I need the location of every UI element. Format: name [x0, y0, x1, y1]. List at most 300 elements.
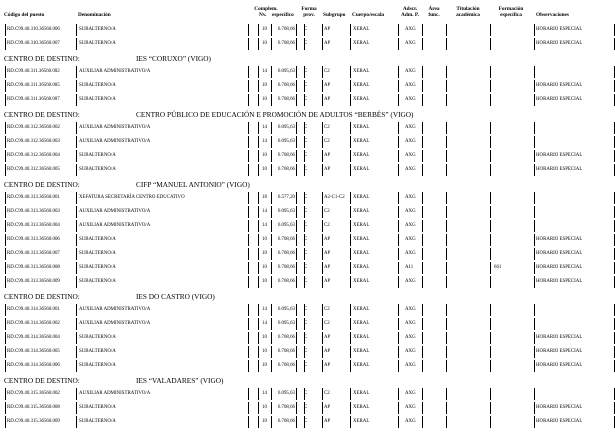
column-rule — [5, 346, 6, 358]
cell-nv: 10 — [262, 349, 267, 354]
column-rule — [5, 416, 6, 428]
cell-nv: 14 — [262, 139, 267, 144]
table-row — [0, 401, 615, 415]
centro-destino-name: IES DO CASTRO (VIGO) — [136, 292, 215, 301]
column-rule — [322, 38, 323, 50]
column-rule — [350, 402, 351, 414]
column-rule — [296, 318, 297, 330]
table-row — [0, 79, 615, 93]
cell-cuerpo: XERAL — [353, 27, 370, 32]
centro-destino-heading — [4, 110, 414, 119]
cell-cuerpo: XERAL — [353, 125, 370, 130]
column-rule — [490, 276, 491, 288]
cell-subgrupo: AP — [324, 251, 331, 256]
cell-complemento: 6.708,66 — [277, 41, 295, 46]
cell-subgrupo: C2 — [324, 223, 330, 228]
header-codigo: Código del puesto — [4, 12, 45, 18]
header-especifica: específica — [500, 12, 522, 18]
cell-denominacion: AUXILIAR ADMINISTRATIVO/A — [79, 209, 151, 214]
column-rule — [398, 66, 399, 78]
column-rule — [322, 80, 323, 92]
column-rule — [296, 94, 297, 106]
header-observaciones: Observaciones — [536, 12, 569, 18]
table-row — [0, 275, 615, 289]
cell-adscripcion: AXG — [405, 209, 416, 214]
cell-observaciones: HORARIO ESPECIAL — [536, 419, 583, 424]
cell-codigo: RD.C99.40.313.36560.009 — [7, 279, 60, 284]
cell-nv: 10 — [262, 27, 267, 32]
column-rule — [296, 150, 297, 162]
column-rule — [398, 262, 399, 274]
cell-cuerpo: XERAL — [353, 167, 370, 172]
cell-complemento: 6.708,66 — [277, 237, 295, 242]
cell-codigo: RD.C99.40.311.36560.002 — [7, 69, 60, 74]
column-rule — [5, 332, 6, 344]
column-rule — [322, 360, 323, 372]
column-rule — [248, 388, 249, 400]
cell-adscripcion: AXG — [405, 41, 416, 46]
cell-complemento: 6.708,66 — [277, 27, 295, 32]
cell-complemento: 6.708,66 — [277, 153, 295, 158]
cell-cuerpo: XERAL — [353, 419, 370, 424]
column-rule — [446, 150, 447, 162]
column-rule — [76, 388, 77, 400]
cell-forma-prov: C — [304, 27, 308, 32]
column-rule — [398, 346, 399, 358]
table-row — [0, 121, 615, 135]
cell-nv: 10 — [262, 335, 267, 340]
column-rule — [322, 262, 323, 274]
column-rule — [248, 66, 249, 78]
column-rule — [398, 122, 399, 134]
column-rule — [422, 80, 423, 92]
column-rule — [534, 304, 535, 316]
cell-forma-prov: C — [304, 97, 308, 102]
cell-adscripcion: AXG — [405, 363, 416, 368]
column-rule — [5, 402, 6, 414]
column-rule — [322, 164, 323, 176]
cell-adscripcion: AXG — [405, 69, 416, 74]
column-rule — [422, 66, 423, 78]
column-rule — [422, 346, 423, 358]
column-rule — [446, 262, 447, 274]
column-rule — [490, 248, 491, 260]
cell-nv: 10 — [262, 265, 267, 270]
column-rule — [422, 318, 423, 330]
column-rule — [422, 360, 423, 372]
column-rule — [446, 248, 447, 260]
column-rule — [296, 220, 297, 232]
centro-destino-heading — [4, 376, 223, 385]
column-rule — [322, 416, 323, 428]
header-formacion: Formación — [498, 6, 524, 12]
column-rule — [446, 122, 447, 134]
cell-subgrupo: AP — [324, 83, 331, 88]
cell-forma-prov: C — [304, 251, 308, 256]
column-rule — [76, 276, 77, 288]
column-rule — [534, 80, 535, 92]
cell-nv: 14 — [262, 209, 267, 214]
table-row — [0, 135, 615, 149]
cell-subgrupo: AP — [324, 279, 331, 284]
column-rule — [534, 192, 535, 204]
cell-complemento: 6.577,20 — [277, 195, 295, 200]
column-rule — [5, 360, 6, 372]
column-rule — [422, 164, 423, 176]
column-rule — [398, 24, 399, 36]
column-rule — [446, 94, 447, 106]
column-rule — [422, 332, 423, 344]
column-rule — [446, 360, 447, 372]
column-rule — [350, 150, 351, 162]
column-rule — [534, 220, 535, 232]
column-rule — [490, 66, 491, 78]
column-rule — [248, 234, 249, 246]
cell-subgrupo: AP — [324, 27, 331, 32]
column-rule — [446, 332, 447, 344]
column-rule — [446, 136, 447, 148]
column-rule — [322, 66, 323, 78]
column-rule — [534, 248, 535, 260]
cell-denominacion: SUBALTERNO/A — [79, 363, 116, 368]
column-rule — [296, 388, 297, 400]
column-rule — [534, 388, 535, 400]
column-rule — [350, 94, 351, 106]
header-titulacion: Titulación — [456, 6, 480, 12]
cell-cuerpo: XERAL — [353, 279, 370, 284]
column-rule — [322, 346, 323, 358]
header-func: func. — [428, 12, 440, 18]
cell-denominacion: AUXILIAR ADMINISTRATIVO/A — [79, 321, 151, 326]
column-rule — [350, 220, 351, 232]
column-rule — [422, 402, 423, 414]
column-rule — [76, 360, 77, 372]
cell-codigo: RD.C99.40.311.36560.005 — [7, 83, 60, 88]
cell-formacion: 661 — [494, 265, 502, 270]
column-rule — [350, 388, 351, 400]
cell-nv: 10 — [262, 251, 267, 256]
column-rule — [76, 192, 77, 204]
column-rule — [322, 388, 323, 400]
cell-complemento: 6.708,66 — [277, 251, 295, 256]
cell-codigo: RD.C99.40.313.36560.008 — [7, 265, 60, 270]
cell-forma-prov: C — [304, 265, 308, 270]
cell-codigo: RD.C99.40.313.36560.007 — [7, 251, 60, 256]
cell-codigo: RD.C99.40.314.36560.005 — [7, 349, 60, 354]
column-rule — [248, 206, 249, 218]
table-row — [0, 387, 615, 401]
table-row — [0, 219, 615, 233]
column-rule — [534, 66, 535, 78]
column-rule — [534, 262, 535, 274]
header-cuerpo: Cuerpo/escala — [352, 12, 385, 18]
cell-nv: 14 — [262, 223, 267, 228]
cell-codigo: RD.C99.40.312.36560.003 — [7, 139, 60, 144]
column-rule — [76, 122, 77, 134]
column-rule — [76, 234, 77, 246]
column-rule — [446, 80, 447, 92]
column-rule — [5, 318, 6, 330]
column-rule — [76, 38, 77, 50]
cell-denominacion: SUBALTERNO/A — [79, 167, 116, 172]
column-rule — [422, 38, 423, 50]
cell-observaciones: HORARIO ESPECIAL — [536, 41, 583, 46]
column-rule — [490, 388, 491, 400]
cell-cuerpo: XERAL — [353, 307, 370, 312]
cell-forma-prov: C — [304, 139, 308, 144]
column-rule — [422, 248, 423, 260]
column-rule — [490, 206, 491, 218]
cell-subgrupo: AP — [324, 363, 331, 368]
cell-adscripcion: AXG — [405, 405, 416, 410]
table-row — [0, 303, 615, 317]
column-rule — [248, 304, 249, 316]
cell-codigo: RD.C99.40.313.36560.003 — [7, 209, 60, 214]
centro-destino-heading — [4, 292, 215, 301]
table-row — [0, 149, 615, 163]
column-rule — [5, 262, 6, 274]
cell-adscripcion: AXG — [405, 279, 416, 284]
column-rule — [534, 416, 535, 428]
cell-subgrupo: AP — [324, 349, 331, 354]
cell-complemento: 6.095,63 — [277, 69, 295, 74]
header-academica: académica — [456, 12, 480, 18]
cell-subgrupo: AP — [324, 405, 331, 410]
centro-destino-label: CENTRO DE DESTINO: — [4, 292, 80, 301]
column-rule — [322, 318, 323, 330]
column-rule — [76, 402, 77, 414]
cell-subgrupo: AP — [324, 97, 331, 102]
cell-adscripcion: AXG — [405, 237, 416, 242]
cell-cuerpo: XERAL — [353, 83, 370, 88]
column-rule — [5, 38, 6, 50]
header-subgrupo: Subgrupo — [323, 12, 346, 18]
column-rule — [534, 346, 535, 358]
column-rule — [5, 234, 6, 246]
centro-destino-label: CENTRO DE DESTINO: — [4, 54, 80, 63]
cell-complemento: 6.708,66 — [277, 83, 295, 88]
column-rule — [398, 276, 399, 288]
column-rule — [76, 416, 77, 428]
cell-denominacion: SUBALTERNO/A — [79, 419, 116, 424]
cell-codigo: RD.C99.40.310.36560.007 — [7, 41, 60, 46]
column-rule — [398, 360, 399, 372]
column-rule — [350, 38, 351, 50]
cell-subgrupo: AP — [324, 153, 331, 158]
column-rule — [76, 66, 77, 78]
column-rule — [76, 150, 77, 162]
table-row — [0, 23, 615, 37]
cell-codigo: RD.C99.40.313.36560.001 — [7, 195, 60, 200]
column-rule — [446, 346, 447, 358]
column-rule — [76, 318, 77, 330]
column-rule — [350, 206, 351, 218]
column-rule — [422, 24, 423, 36]
column-rule — [490, 318, 491, 330]
cell-complemento: 6.708,66 — [277, 97, 295, 102]
column-rule — [490, 80, 491, 92]
column-rule — [350, 262, 351, 274]
column-rule — [248, 80, 249, 92]
column-rule — [296, 276, 297, 288]
column-rule — [322, 276, 323, 288]
column-rule — [322, 248, 323, 260]
column-rule — [350, 234, 351, 246]
column-rule — [398, 220, 399, 232]
column-rule — [296, 402, 297, 414]
cell-subgrupo: AP — [324, 237, 331, 242]
column-rule — [296, 24, 297, 36]
column-rule — [76, 80, 77, 92]
column-rule — [490, 346, 491, 358]
column-rule — [446, 192, 447, 204]
cell-subgrupo: AP — [324, 419, 331, 424]
centro-destino-label: CENTRO DE DESTINO: — [4, 376, 80, 385]
cell-cuerpo: XERAL — [353, 363, 370, 368]
cell-codigo: RD.C99.40.315.36560.008 — [7, 405, 60, 410]
cell-denominacion: AUXILIAR ADMINISTRATIVO/A — [79, 223, 151, 228]
column-rule — [248, 164, 249, 176]
cell-codigo: RD.C99.40.315.36560.002 — [7, 391, 60, 396]
column-rule — [490, 24, 491, 36]
cell-nv: 10 — [262, 419, 267, 424]
cell-adscripcion: AXG — [405, 125, 416, 130]
column-rule — [446, 164, 447, 176]
column-rule — [322, 234, 323, 246]
column-rule — [322, 94, 323, 106]
column-rule — [296, 248, 297, 260]
cell-nv: 18 — [262, 195, 267, 200]
cell-nv: 10 — [262, 363, 267, 368]
centro-destino-label: CENTRO DE DESTINO: — [4, 110, 80, 119]
cell-nv: 10 — [262, 279, 267, 284]
cell-codigo: RD.C99.40.315.36560.009 — [7, 419, 60, 424]
column-rule — [248, 318, 249, 330]
cell-cuerpo: XERAL — [353, 251, 370, 256]
column-rule — [76, 136, 77, 148]
column-rule — [534, 150, 535, 162]
column-rule — [534, 318, 535, 330]
cell-complemento: 6.095,63 — [277, 223, 295, 228]
column-rule — [5, 80, 6, 92]
table-row — [0, 205, 615, 219]
cell-nv: 14 — [262, 125, 267, 130]
column-rule — [322, 402, 323, 414]
table-row — [0, 359, 615, 373]
column-rule — [490, 220, 491, 232]
column-rule — [248, 346, 249, 358]
centro-destino-label: CENTRO DE DESTINO: — [4, 180, 80, 189]
cell-forma-prov: C — [304, 125, 308, 130]
cell-cuerpo: XERAL — [353, 69, 370, 74]
cell-adscripcion: AXG — [405, 27, 416, 32]
column-rule — [534, 234, 535, 246]
column-rule — [490, 416, 491, 428]
cell-codigo: RD.C99.40.311.36560.007 — [7, 97, 60, 102]
column-rule — [534, 402, 535, 414]
column-rule — [5, 24, 6, 36]
column-rule — [422, 388, 423, 400]
cell-cuerpo: XERAL — [353, 405, 370, 410]
column-rule — [5, 192, 6, 204]
cell-forma-prov: C — [304, 335, 308, 340]
cell-cuerpo: XERAL — [353, 335, 370, 340]
column-rule — [296, 66, 297, 78]
column-rule — [422, 136, 423, 148]
cell-cuerpo: XERAL — [353, 209, 370, 214]
column-rule — [350, 192, 351, 204]
table-row — [0, 247, 615, 261]
column-rule — [398, 150, 399, 162]
column-rule — [534, 38, 535, 50]
column-rule — [296, 136, 297, 148]
column-rule — [398, 388, 399, 400]
column-rule — [350, 304, 351, 316]
cell-forma-prov: C — [304, 307, 308, 312]
cell-adscripcion: AXG — [405, 349, 416, 354]
table-row — [0, 37, 615, 51]
header-area: Área — [428, 6, 440, 12]
cell-cuerpo: XERAL — [353, 97, 370, 102]
cell-denominacion: SUBALTERNO/A — [79, 97, 116, 102]
column-rule — [350, 332, 351, 344]
column-rule — [490, 122, 491, 134]
column-rule — [5, 248, 6, 260]
column-rule — [248, 122, 249, 134]
column-rule — [322, 220, 323, 232]
cell-forma-prov: C — [304, 363, 308, 368]
cell-forma-prov: C — [304, 321, 308, 326]
cell-denominacion: SUBALTERNO/A — [79, 251, 116, 256]
column-rule — [350, 248, 351, 260]
cell-denominacion: XEFATURA SECRETARÍA CENTRO EDUCATIVO — [79, 195, 185, 200]
cell-adscripcion: AXG — [405, 139, 416, 144]
column-rule — [422, 416, 423, 428]
column-rule — [76, 304, 77, 316]
column-rule — [296, 234, 297, 246]
column-rule — [248, 332, 249, 344]
cell-subgrupo: AP — [324, 167, 331, 172]
cell-subgrupo: C2 — [324, 307, 330, 312]
column-rule — [398, 192, 399, 204]
cell-denominacion: SUBALTERNO/A — [79, 265, 116, 270]
column-rule — [350, 360, 351, 372]
cell-complemento: 6.708,66 — [277, 279, 295, 284]
column-rule — [322, 150, 323, 162]
header-denominacion: Denominación — [78, 12, 111, 18]
centro-destino-name: CIFP “MANUEL ANTONIO” (VIGO) — [136, 180, 250, 189]
column-rule — [76, 164, 77, 176]
column-rule — [534, 360, 535, 372]
cell-cuerpo: XERAL — [353, 41, 370, 46]
cell-subgrupo: AP — [324, 265, 331, 270]
column-rule — [248, 220, 249, 232]
column-rule — [446, 318, 447, 330]
cell-complemento: 6.708,66 — [277, 349, 295, 354]
column-rule — [490, 304, 491, 316]
column-rule — [490, 360, 491, 372]
cell-codigo: RD.C99.40.313.36560.004 — [7, 223, 60, 228]
column-rule — [296, 416, 297, 428]
cell-complemento: 6.095,63 — [277, 321, 295, 326]
cell-denominacion: SUBALTERNO/A — [79, 405, 116, 410]
cell-codigo: RD.C99.40.314.36560.006 — [7, 363, 60, 368]
column-rule — [398, 248, 399, 260]
cell-denominacion: SUBALTERNO/A — [79, 27, 116, 32]
column-rule — [490, 262, 491, 274]
column-rule — [490, 402, 491, 414]
header-prov: prov. — [303, 12, 315, 18]
